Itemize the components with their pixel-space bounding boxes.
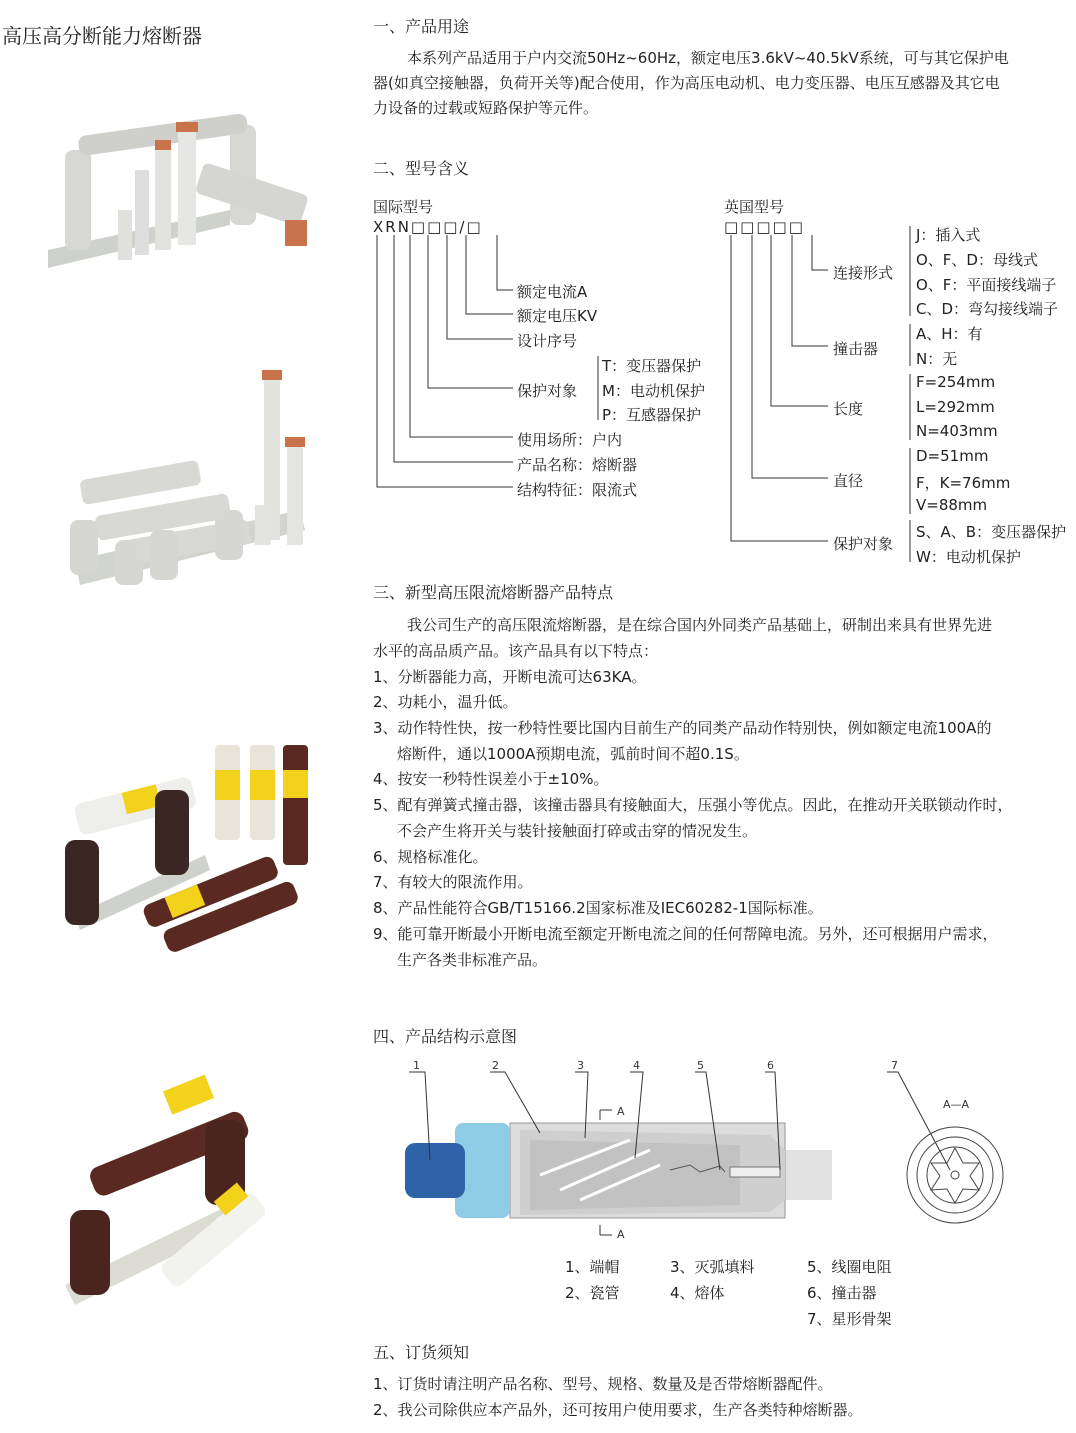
page-title: 高压高分断能力熔断器: [2, 24, 202, 48]
intl-item: 结构特征：限流式: [517, 481, 638, 499]
section-view: [907, 1127, 1003, 1223]
callout-label: 3: [577, 1059, 584, 1072]
feature-line: 生产各类非标准产品。: [397, 951, 548, 969]
legend-item: 4、熔体: [670, 1284, 725, 1302]
fuse-body: [405, 1123, 832, 1218]
uk-opt: N=403mm: [916, 422, 998, 440]
intl-item: 使用场所：户内: [517, 431, 623, 449]
feature-line: 水平的高品质产品。该产品具有以下特点：: [373, 642, 659, 660]
uk-opt: V=88mm: [916, 496, 988, 514]
callout-label: 4: [633, 1059, 640, 1072]
uk-opt: F=254mm: [916, 373, 996, 391]
uk-group-name: 连接形式: [833, 264, 894, 282]
intl-model-label: 国际型号: [373, 198, 434, 216]
callout-label: 6: [767, 1059, 774, 1072]
uk-model-code: □□□□□: [724, 218, 805, 236]
protect-option: T：变压器保护: [602, 357, 702, 375]
intl-item: 额定电压KV: [517, 307, 598, 325]
feature-line: 我公司生产的高压限流熔断器，是在综合国内外同类产品基础上，研制出来具有世界先进: [407, 616, 993, 634]
feature-line: 1、分断器能力高，开断电流可达63KA。: [373, 668, 647, 686]
legend-item: 3、灭弧填料: [670, 1258, 755, 1276]
uk-opt: O、F、D：母线式: [916, 251, 1038, 269]
feature-line: 5、配有弹簧式撞击器，该撞击器具有接触面大，压强小等优点。因此，在推动开关联锁动作时，: [373, 796, 1013, 814]
legend-item: 6、撞击器: [807, 1284, 877, 1302]
uk-group-name: 保护对象: [833, 535, 894, 553]
uk-opt: W：电动机保护: [916, 548, 1021, 566]
feature-line: 7、有较大的限流作用。: [373, 873, 533, 891]
intl-item: 额定电流A: [517, 283, 588, 301]
uk-opt: O、F：平面接线端子: [916, 276, 1057, 294]
section5-heading: 五、订货须知: [373, 1343, 470, 1362]
legend-item: 1、端帽: [565, 1258, 620, 1276]
callout-label: 2: [492, 1059, 499, 1072]
feature-line: 3、动作特性快，按一秒特性要比国内目前生产的同类产品动作特别快，例如额定电流100A的: [373, 719, 992, 737]
protect-option: M：电动机保护: [602, 382, 705, 400]
legend-item: 2、瓷管: [565, 1284, 620, 1302]
section-mark: A: [617, 1228, 625, 1241]
uk-opt: C、D：弯勾接线端子: [916, 300, 1059, 318]
feature-line: 6、规格标准化。: [373, 848, 488, 866]
section3-heading: 三、新型高压限流熔断器产品特点: [373, 583, 614, 602]
feature-line: 4、按安一秒特性误差小于±10%。: [373, 770, 609, 788]
protect-option: P：互感器保护: [602, 406, 702, 424]
feature-line: 8、产品性能符合GB/T15166.2国家标准及IEC60282-1国际标准。: [373, 899, 823, 917]
feature-line: 熔断件，通以1000A预期电流，弧前时间不超0.1S。: [397, 745, 749, 763]
legend-item: 5、线圈电阻: [807, 1258, 892, 1276]
callout-label: 5: [697, 1059, 704, 1072]
uk-group-name: 直径: [833, 472, 864, 490]
order-note: 1、订货时请注明产品名称、型号、规格、数量及是否带熔断器配件。: [373, 1375, 833, 1393]
uk-opt: D=51mm: [916, 447, 989, 465]
intl-model-code: XRN□□□/□: [373, 218, 483, 236]
uk-opt: J：插入式: [916, 226, 981, 244]
feature-line: 9、能可靠开断最小开断电流至额定开断电流之间的任何帮障电流。另外，还可根据用户需求，: [373, 925, 998, 943]
section1-line: 本系列产品适用于户内交流50Hz~60Hz，额定电压3.6kV~40.5kV系统，可与其它保护电: [407, 49, 1009, 67]
uk-group-name: 长度: [833, 400, 864, 418]
feature-line: 不会产生将开关与装针接触面打碎或击穿的情况发生。: [397, 822, 758, 840]
callout-label: 7: [891, 1059, 898, 1072]
section-view-label: A—A: [943, 1098, 970, 1111]
uk-group-name: 撞击器: [833, 340, 879, 358]
section-mark: A: [617, 1105, 625, 1118]
section1-line: 器(如真空接触器，负荷开关等)配合使用，作为高压电动机、电力变压器、电压互感器及其它电: [373, 74, 1000, 92]
section2-heading: 二、型号含义: [373, 159, 470, 178]
uk-model-label: 英国型号: [724, 198, 785, 216]
callout-label: 1: [413, 1059, 420, 1072]
uk-opt: S、A、B：变压器保护: [916, 523, 1067, 541]
uk-opt: A、H：有: [916, 325, 983, 343]
uk-opt: L=292mm: [916, 398, 995, 416]
uk-opt: N：无: [916, 350, 958, 368]
intl-item: 设计序号: [517, 332, 578, 350]
intl-item: 保护对象: [517, 382, 578, 400]
uk-opt: F，K=76mm: [916, 474, 1011, 492]
feature-line: 2、功耗小，温升低。: [373, 693, 518, 711]
section4-heading: 四、产品结构示意图: [373, 1027, 518, 1046]
order-note: 2、我公司除供应本产品外，还可按用户使用要求，生产各类特种熔断器。: [373, 1401, 863, 1419]
section1-heading: 一、产品用途: [373, 17, 470, 36]
section1-line: 力设备的过载或短路保护等元件。: [373, 99, 599, 117]
intl-item: 产品名称：熔断器: [517, 456, 638, 474]
legend-item: 7、星形骨架: [807, 1310, 892, 1328]
